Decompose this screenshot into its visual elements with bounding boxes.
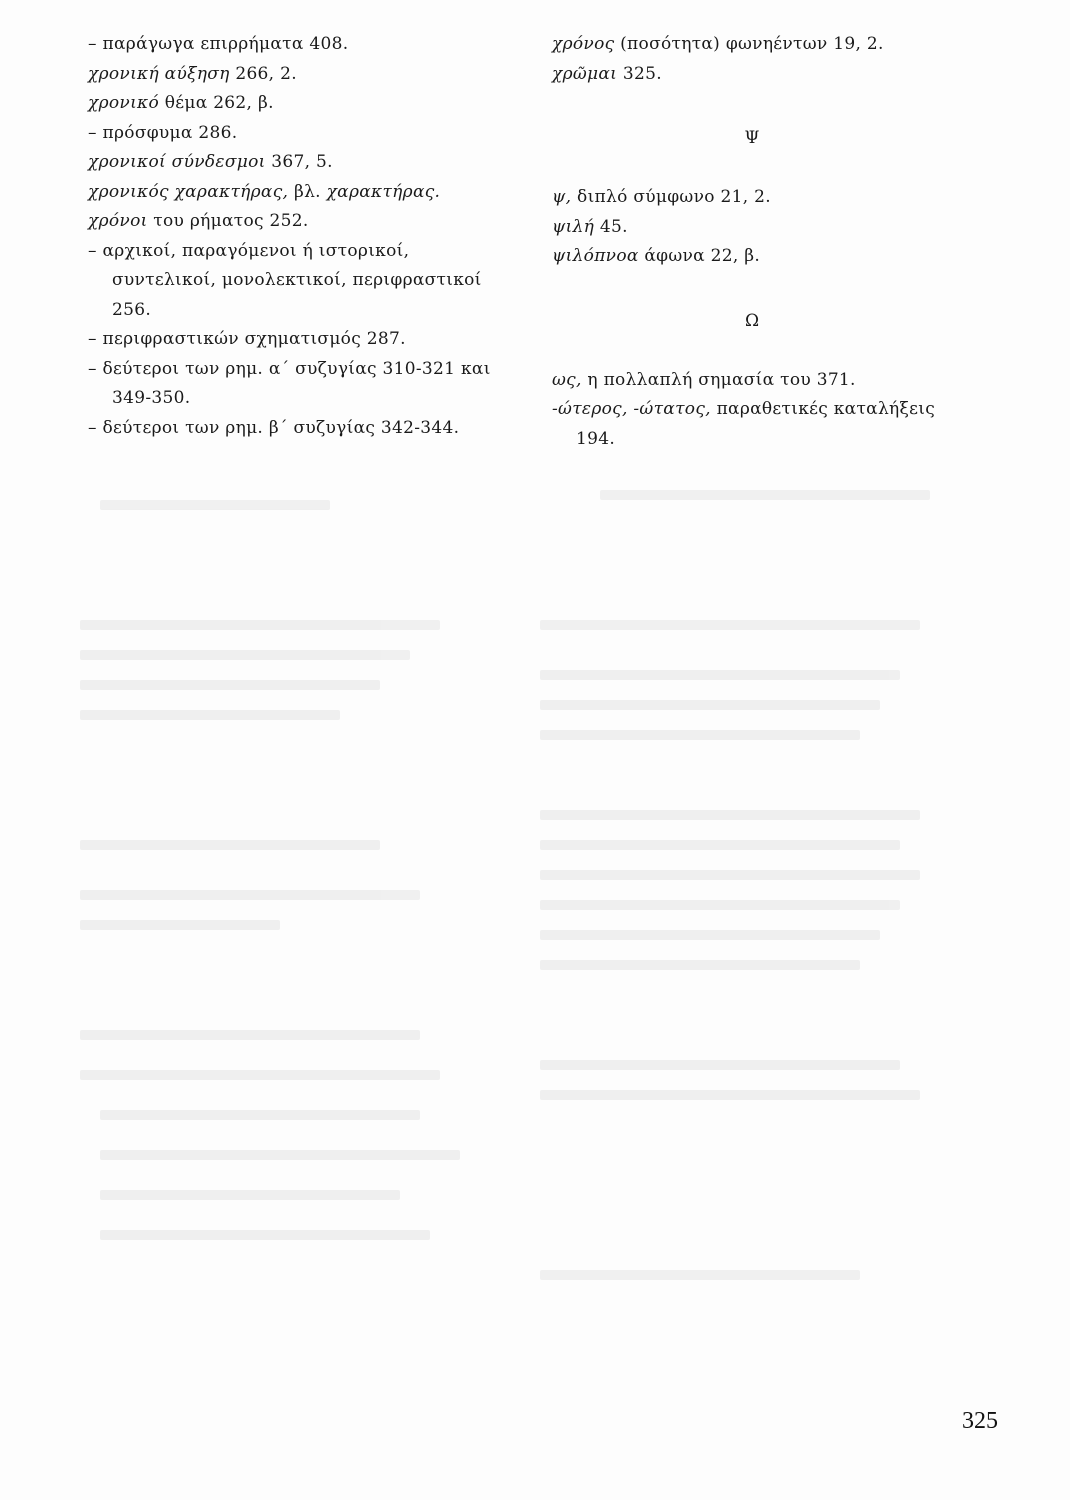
entry-term: χρονικό [88, 93, 160, 113]
index-entry [552, 213, 972, 243]
entry-prefix: – [88, 122, 103, 143]
entry-text: δεύτεροι των ρημ. β΄ συζυγίας 342-344. [102, 417, 460, 438]
index-entry [552, 30, 972, 60]
index-entry [88, 237, 508, 326]
index-entry [88, 325, 508, 355]
entry-term: χρόνος [552, 34, 615, 54]
entry-term: χρονική αύξηση [88, 63, 230, 84]
entry-term: χρονικοί σύνδεσμοι [88, 152, 266, 172]
entry-prefix: – [88, 34, 103, 54]
entry-term: -ώτερος, -ώτατος, [552, 399, 711, 419]
entry-text: παραθετικές καταλήξεις 194. [576, 399, 936, 449]
index-entry [88, 178, 508, 208]
entry-text: 367, 5. [265, 152, 333, 172]
entry-text: η πολλαπλή σημασία του 371. [581, 369, 856, 390]
entry-prefix: – [88, 329, 103, 349]
entry-term: χρῶμαι [552, 63, 618, 84]
entry-text: παράγωγα επιρρήματα 408. [102, 34, 349, 54]
index-entry [88, 148, 508, 178]
entry-text: δεύτεροι των ρημ. α΄ συζυγίας 310-321 και 349-350. [102, 358, 491, 408]
entry-text: διπλό σύμφωνο 21, 2. [571, 187, 771, 207]
show-through-text [40, 470, 1020, 1370]
page-number: 325 [962, 1408, 998, 1434]
entry-text: πρόσφυμα 286. [102, 122, 238, 143]
entry-text: του ρήματος 252. [147, 211, 309, 231]
letter-heading-psi: Ψ [744, 128, 760, 148]
entry-crossref: χαρακτήρας. [326, 181, 441, 202]
entry-term: ψιλή [552, 216, 595, 237]
entry-prefix: – [88, 240, 103, 261]
entry-text: 266, 2. [229, 63, 297, 84]
entry-term: χρόνοι [88, 211, 148, 231]
entry-prefix: – [88, 417, 103, 438]
entry-prefix: – [88, 358, 103, 379]
entry-text: (ποσότητα) φωνηέντων 19, 2. [614, 34, 884, 54]
entry-term: ψιλόπνοα [552, 246, 639, 266]
entry-text: 45. [594, 216, 628, 237]
index-entry [552, 366, 972, 396]
entry-text: περιφραστικών σχηματισμός 287. [102, 329, 406, 349]
index-entry [552, 183, 972, 213]
right-column [552, 30, 972, 454]
index-entry [88, 30, 508, 60]
entry-term: ψ, [552, 187, 572, 207]
entry-text: θέμα 262, β. [159, 93, 274, 113]
index-entry [88, 60, 508, 90]
index-entry [88, 89, 508, 119]
entry-text: 325. [617, 63, 662, 84]
index-entry [88, 414, 508, 444]
index-entry [552, 60, 972, 90]
entry-term: ως, [552, 369, 582, 390]
left-column [88, 30, 508, 443]
index-entry [88, 207, 508, 237]
entry-text: άφωνα 22, β. [638, 246, 761, 266]
index-entry [552, 395, 972, 454]
entry-text: αρχικοί, παραγόμενοι ή ιστορικοί, συντελικοί, μονολεκτικοί, περιφραστικοί 256. [102, 240, 482, 320]
index-entry [88, 119, 508, 149]
entry-text: βλ. [288, 181, 327, 202]
index-entry [552, 242, 972, 272]
entry-term: χρονικός χαρακτήρας, [88, 181, 289, 202]
index-entry [88, 355, 508, 414]
letter-heading-omega: Ω [744, 310, 760, 331]
